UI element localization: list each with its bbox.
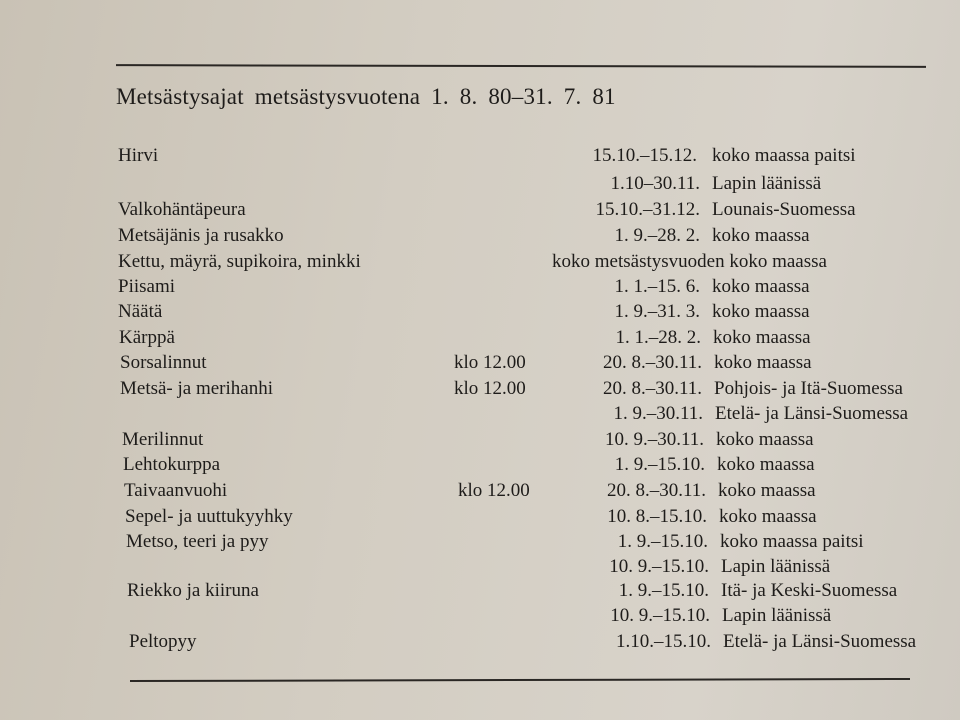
- bottom-rule: [130, 678, 910, 682]
- season-dates: 15.10.–15.12.: [592, 145, 697, 166]
- season-dates: 20. 8.–30.11.: [602, 378, 702, 399]
- start-time: klo 12.00: [454, 378, 526, 399]
- region: Lapin läänissä: [712, 173, 822, 194]
- species-name: Lehtokurppa: [123, 454, 221, 475]
- species-name: Metsä- ja merihanhi: [120, 378, 274, 399]
- species-name: Merilinnut: [122, 429, 204, 450]
- region: koko maassa: [714, 352, 812, 373]
- season-dates: 20. 8.–30.11.: [602, 352, 702, 373]
- season-dates: 1. 9.–15.10.: [618, 580, 709, 601]
- region: koko maassa: [712, 276, 810, 297]
- species-name: Kettu, mäyrä, supikoira, minkki: [118, 251, 361, 272]
- start-time: klo 12.00: [458, 480, 530, 501]
- season-dates: 1. 9.–30.11.: [613, 403, 703, 424]
- region: koko maassa: [717, 454, 815, 475]
- region: Itä- ja Keski-Suomessa: [721, 580, 898, 601]
- region: koko maassa: [716, 429, 814, 450]
- region: koko maassa: [718, 480, 816, 501]
- season-dates: 10. 8.–15.10.: [607, 506, 707, 527]
- region: Lapin läänissä: [721, 556, 831, 577]
- species-name: Näätä: [118, 301, 163, 322]
- top-rule: [116, 64, 926, 67]
- season-dates: 15.10.–31.12.: [595, 199, 700, 220]
- region: koko maassa paitsi: [720, 531, 864, 552]
- species-name: Valkohäntäpeura: [118, 199, 246, 220]
- season-dates: 1. 9.–15.10.: [614, 454, 705, 475]
- region: Lounais-Suomessa: [712, 199, 856, 220]
- region: Etelä- ja Länsi-Suomessa: [723, 631, 917, 652]
- season-dates: 10. 9.–30.11.: [604, 429, 704, 450]
- species-name: Peltopyy: [129, 631, 197, 652]
- season-dates: 1. 9.–31. 3.: [614, 301, 700, 322]
- species-name: Piisami: [118, 276, 176, 297]
- species-name: Sepel- ja uuttukyyhky: [125, 506, 293, 527]
- species-name: Riekko ja kiiruna: [127, 580, 259, 601]
- season-dates: 1. 1.–28. 2.: [615, 327, 701, 348]
- season-dates: 1. 9.–28. 2.: [614, 225, 700, 246]
- region: Pohjois- ja Itä-Suomessa: [714, 378, 903, 399]
- region: Etelä- ja Länsi-Suomessa: [715, 403, 909, 424]
- species-name: Metso, teeri ja pyy: [126, 531, 269, 552]
- region: koko maassa: [719, 506, 817, 527]
- species-name: Hirvi: [118, 145, 159, 166]
- region: koko maassa: [712, 225, 810, 246]
- season-dates: 10. 9.–15.10.: [609, 556, 709, 577]
- season-dates: 20. 8.–30.11.: [606, 480, 706, 501]
- season-full-year: koko metsästysvuoden koko maassa: [552, 251, 827, 272]
- season-dates: 1.10.–15.10.: [616, 631, 711, 652]
- start-time: klo 12.00: [454, 352, 526, 373]
- region: koko maassa: [713, 327, 811, 348]
- species-name: Taivaanvuohi: [124, 480, 228, 501]
- season-dates: 1.10–30.11.: [610, 173, 700, 194]
- season-dates: 10. 9.–15.10.: [610, 605, 710, 626]
- species-name: Kärppä: [119, 327, 175, 348]
- season-dates: 1. 1.–15. 6.: [614, 276, 700, 297]
- region: koko maassa paitsi: [712, 145, 856, 166]
- species-name: Metsäjänis ja rusakko: [118, 225, 284, 246]
- season-dates: 1. 9.–15.10.: [617, 531, 708, 552]
- region: koko maassa: [712, 301, 810, 322]
- region: Lapin läänissä: [722, 605, 832, 626]
- species-name: Sorsalinnut: [120, 352, 207, 373]
- page-title: Metsästysajat metsästysvuotena 1. 8. 80–31. 7. 81: [116, 84, 616, 109]
